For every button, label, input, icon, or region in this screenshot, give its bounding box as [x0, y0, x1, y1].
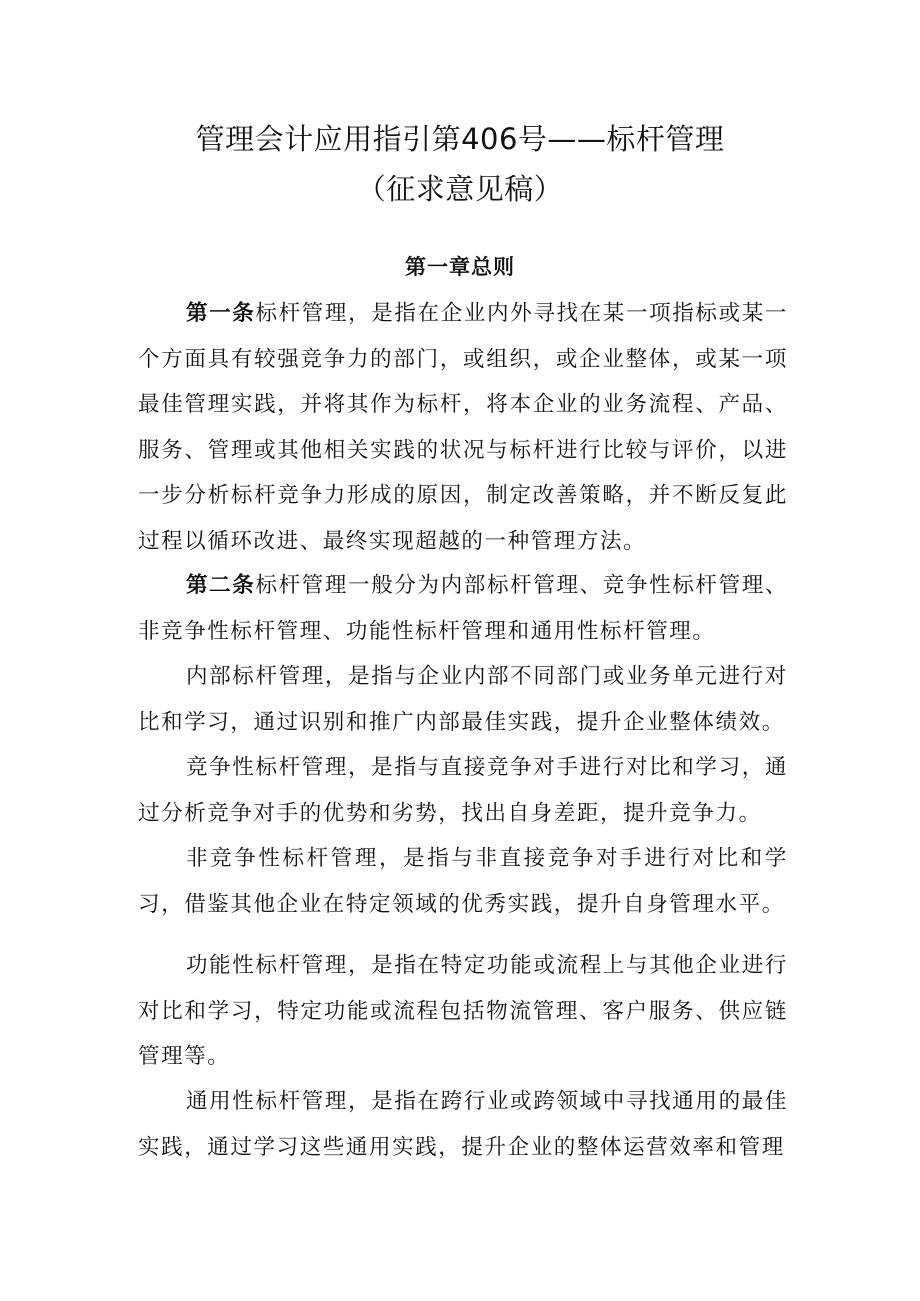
document-title: 管理会计应用指引第406号——标杆管理: [195, 122, 725, 156]
paragraph-functional-benchmarking: [138, 943, 788, 1080]
paragraph-noncompetitive-benchmarking: [138, 836, 788, 927]
document-subtitle: （征求意见稿）: [356, 172, 564, 206]
paragraph-text: 非竞争性标杆管理，是指与非直接竞争对手进行对比和学习，借鉴其他企业在特定领域的优秀实践，提升自身管理水平。: [138, 846, 788, 917]
paragraph-text: 竞争性标杆管理，是指与直接竞争对手进行对比和学习，通过分析竞争对手的优势和劣势，找出自身差距，提升竞争力。: [138, 755, 788, 826]
paragraph-text: 通用性标杆管理，是指在跨行业或跨领域中寻找通用的最佳实践，通过学习这些通用实践，提升企业的整体运营效率和管理: [138, 1089, 788, 1160]
article-label: 第二条: [186, 573, 256, 598]
paragraph-competitive-benchmarking: [138, 745, 788, 836]
article-label: 第一条: [186, 301, 256, 326]
paragraph-article-1: [138, 291, 788, 564]
paragraph-text: 标杆管理一般分为内部标杆管理、竞争性标杆管理、非竞争性标杆管理、功能性标杆管理和通用性标杆管理。: [138, 573, 788, 644]
chapter-heading: 第一章总则: [405, 255, 515, 279]
paragraph-text: 内部标杆管理，是指与企业内部不同部门或业务单元进行对比和学习，通过识别和推广内部最佳实践，提升企业整体绩效。: [138, 664, 788, 735]
paragraph-internal-benchmarking: [138, 654, 788, 745]
paragraph-text: 标杆管理，是指在企业内外寻找在某一项指标或某一个方面具有较强竞争力的部门，或组织，或企业整体，或某一项最佳管理实践，并将其作为标杆，将本企业的业务流程、产品、服务、管理或其他相关实践的状况与标杆进行比较与评价，以进一步分析标杆竞争力形成的原因，制定改善策略，并不断反复此过程以循环改进、最终实现超越的一种管理方法。: [138, 301, 788, 554]
paragraph-article-2: [138, 563, 788, 654]
paragraph-generic-benchmarking: [138, 1079, 788, 1170]
paragraph-text: 功能性标杆管理，是指在特定功能或流程上与其他企业进行对比和学习，特定功能或流程包括物流管理、客户服务、供应链管理等。: [138, 953, 788, 1069]
